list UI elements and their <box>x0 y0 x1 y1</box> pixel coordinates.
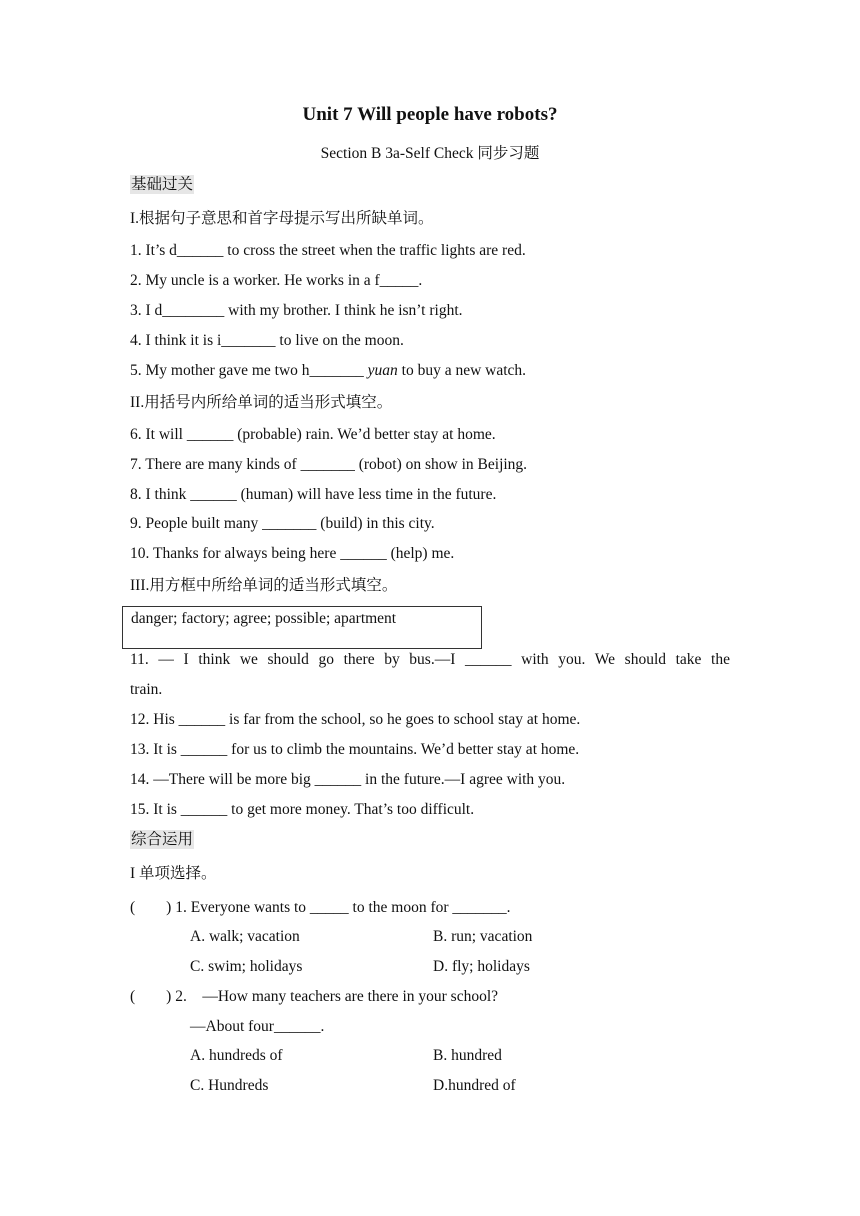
mc2-option-b: B. hundred <box>433 1047 502 1064</box>
question-8: 8. I think ______ (human) will have less time in the future. <box>130 486 497 503</box>
mc2-option-c: C. Hundreds <box>190 1077 269 1094</box>
question-7: 7. There are many kinds of _______ (robot) on show in Beijing. <box>130 456 528 473</box>
mc1-option-c: C. swim; holidays <box>190 958 303 975</box>
section2-instruction: II.用括号内所给单词的适当形式填空。 <box>130 394 393 411</box>
section3-instruction: III.用方框中所给单词的适当形式填空。 <box>130 577 398 594</box>
question-13: 13. It is ______ for us to climb the mountains. We’d better stay at home. <box>130 741 580 758</box>
question-14: 14. —There will be more big ______ in the future.—I agree with you. <box>130 771 566 788</box>
question-12: 12. His ______ is far from the school, so he goes to school stay at home. <box>130 711 581 728</box>
mc-question-1: ( ) 1. Everyone wants to _____ to the moon for _______. <box>130 899 511 916</box>
question-11-line1: 11. — I think we should go there by bus.—I ______ with you. We should take the <box>130 651 730 668</box>
mc1-option-a: A. walk; vacation <box>190 928 300 945</box>
question-9: 9. People built many _______ (build) in this city. <box>130 515 435 532</box>
question-2: 2. My uncle is a worker. He works in a f_____. <box>130 272 423 289</box>
page-title: Unit 7 Will people have robots? <box>302 104 558 125</box>
section1-instruction: I.根据句子意思和首字母提示写出所缺单词。 <box>130 210 434 227</box>
section-heading-basic: 基础过关 <box>131 176 194 193</box>
question-4: 4. I think it is i_______ to live on the moon. <box>130 332 404 349</box>
question-1: 1. It’s d______ to cross the street when the traffic lights are red. <box>130 242 526 259</box>
page-subtitle: Section B 3a-Self Check 同步习题 <box>320 145 540 162</box>
mc1-option-d: D. fly; holidays <box>433 958 530 975</box>
mc1-option-b: B. run; vacation <box>433 928 533 945</box>
mc-instruction: I 单项选择。 <box>130 865 217 882</box>
section-heading-comprehensive: 综合运用 <box>131 831 194 848</box>
question-11-line2: train. <box>130 681 163 698</box>
mc2-option-d: D.hundred of <box>433 1077 516 1094</box>
mc-question-2: ( ) 2. —How many teachers are there in your school? <box>130 988 499 1005</box>
mc-question-2-dialog: —About four______. <box>190 1018 325 1035</box>
word-box: danger; factory; agree; possible; apartment <box>122 606 482 649</box>
question-3: 3. I d________ with my brother. I think he isn’t right. <box>130 302 463 319</box>
question-10: 10. Thanks for always being here ______ (help) me. <box>130 545 455 562</box>
mc2-option-a: A. hundreds of <box>190 1047 283 1064</box>
question-6: 6. It will ______ (probable) rain. We’d better stay at home. <box>130 426 496 443</box>
question-5: 5. My mother gave me two h_______ yuan to buy a new watch. <box>130 362 527 379</box>
question-15: 15. It is ______ to get more money. That’s too difficult. <box>130 801 475 818</box>
